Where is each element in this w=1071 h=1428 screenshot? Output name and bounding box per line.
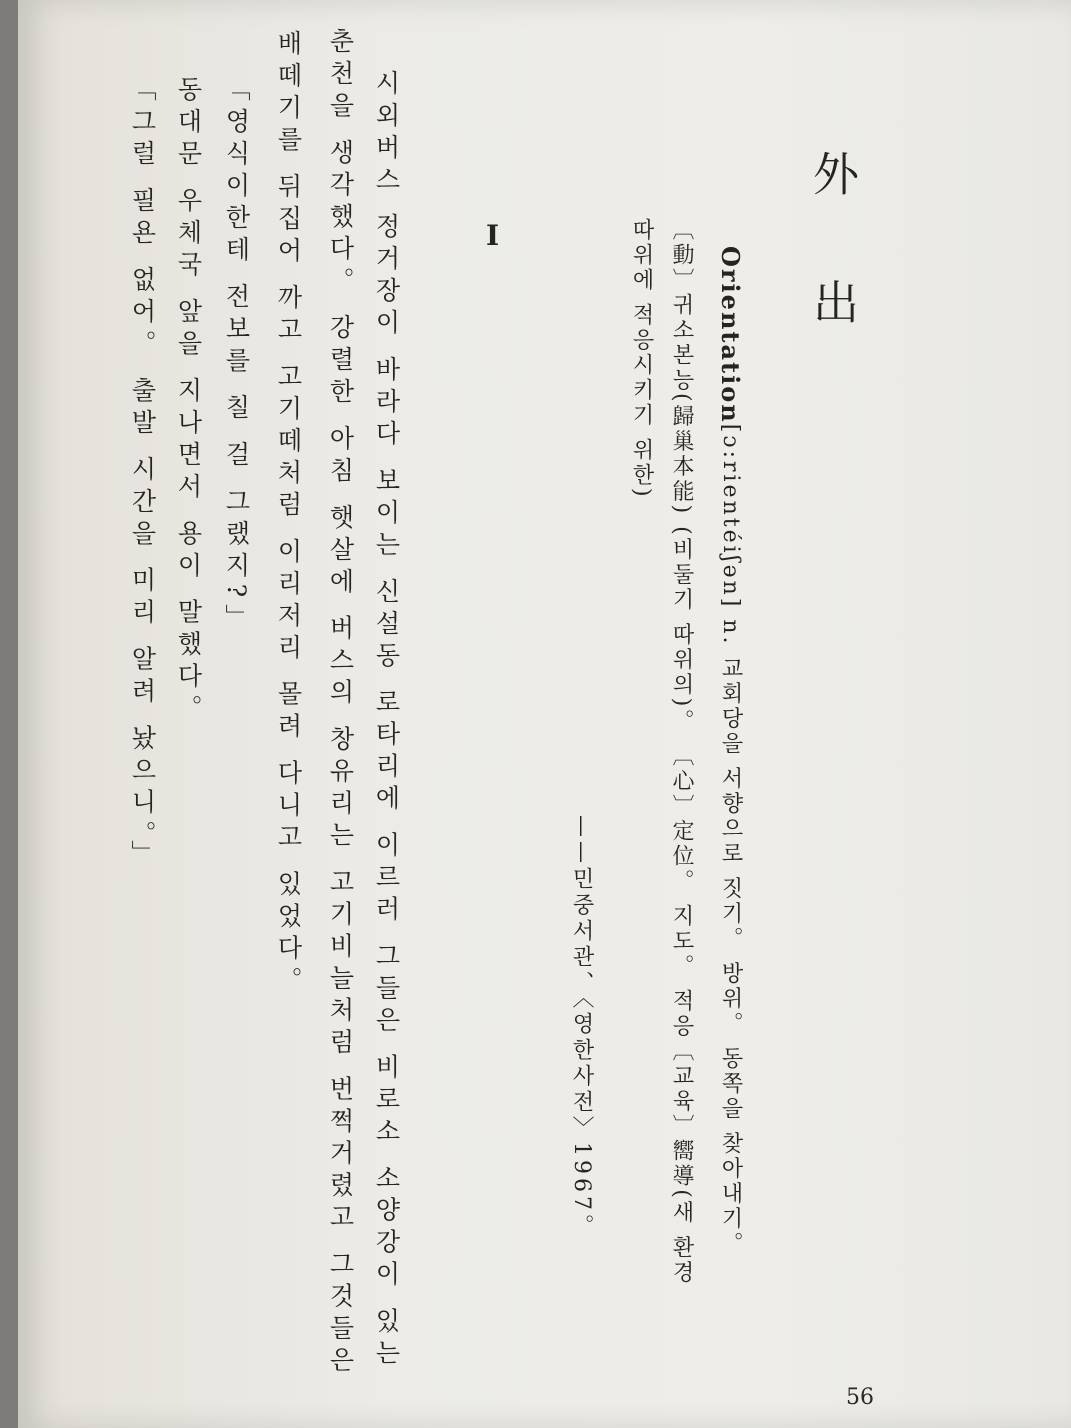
dialogue-line-2: 「그럴 필욘 없어。 출발 시간을 미리 알려 놨으니。」 <box>128 76 157 873</box>
body-line-3: 배떼기를 뒤집어 까고 고기떼처럼 이리저리 몰려 다니고 있었다。 <box>274 30 303 999</box>
book-page <box>18 0 1071 1428</box>
epigraph-source: ——민중서관、〈영한사전〉1967。 <box>569 815 594 1240</box>
epigraph-line-2: 〔動〕귀소본능(歸巢本能) (비둘기 따위의)。 〔心〕定位。 지도。 적응〔교육〕嚮導(새 환경 <box>669 218 694 1286</box>
epigraph-definition: [ɔ:rientéiʃən] n. 교회당을 서향으로 짓기。 방위。 동쪽을 찾아내기。 <box>718 423 743 1257</box>
epigraph-line-1 <box>716 246 745 1257</box>
dialogue-line-1: 「영식이한테 전보를 칠 걸 그랬지?」 <box>222 76 251 637</box>
section-number: I <box>486 219 500 252</box>
page-number: 56 <box>846 1385 874 1410</box>
epigraph-line-3: 따위에 적응시키기 위한) <box>629 218 654 500</box>
epigraph-headword: Orientation <box>716 246 745 424</box>
body-line-1: 시외버스 정거장이 바라다 보이는 신설동 로타리에 이르러 그들은 비로소 소양강이 있는 <box>372 70 401 1372</box>
body-line-2: 춘천을 생각했다。 강렬한 아침 햇살에 버스의 창유리는 고기비늘처럼 번쩍거렸고 그것들은 <box>326 28 355 1379</box>
body-line-5: 동대문 우체국 앞을 지나면서 용이 말했다。 <box>174 76 203 727</box>
chapter-title: 外 出 <box>806 150 860 359</box>
